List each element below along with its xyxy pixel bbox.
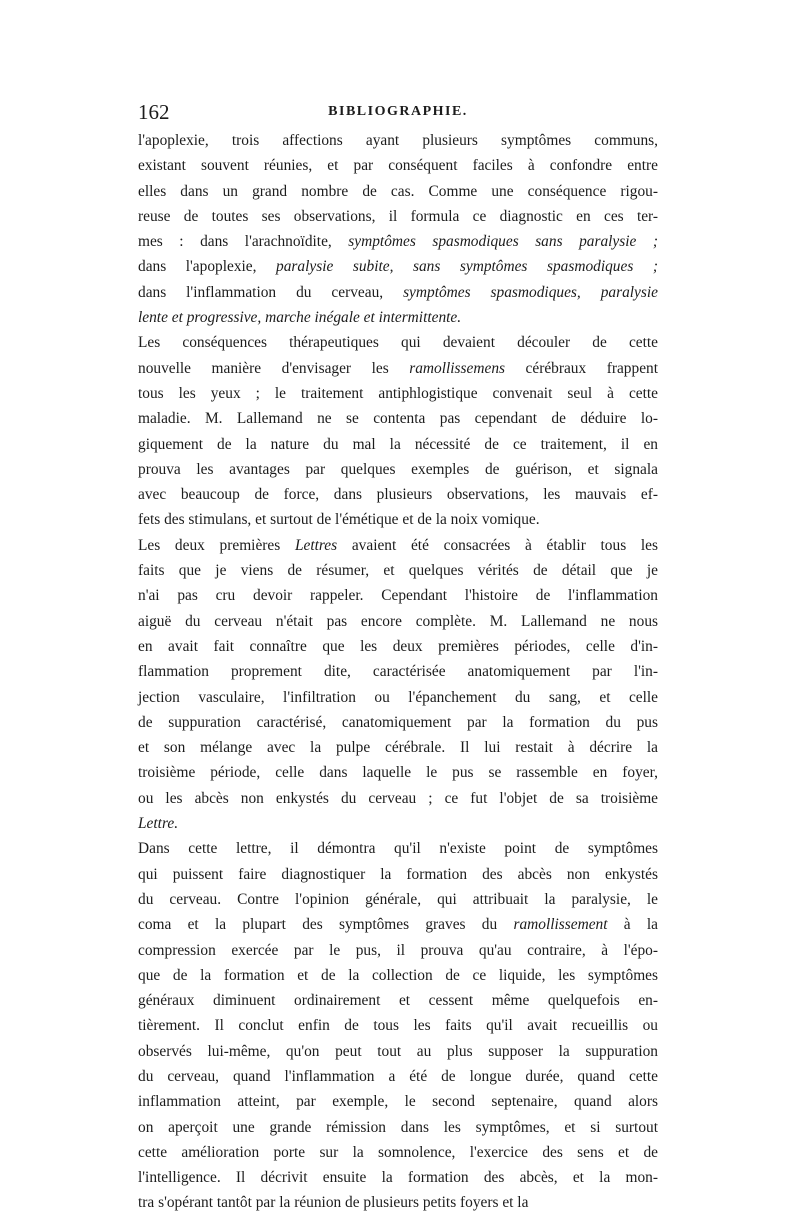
text-segment: maladie. M. Lallemand ne se contenta pas cependant de déduire lo- [138,410,658,428]
text-line [138,482,658,507]
text-segment: cette amélioration porte sur la somnolence, l'exercice des sens et de [138,1143,658,1161]
italic-segment: paralysie subite, sans symptômes spasmodiques ; [276,258,658,276]
text-line [138,507,658,532]
text-line [138,811,658,836]
text-segment: fets des stimulans, et surtout de l'émétique et de la noix vomique. [138,511,540,529]
text-line [138,609,658,634]
text-segment: tièrement. Il conclut enfin de tous les faits qu'il avait recueillis ou [138,1017,658,1035]
italic-segment: symptômes spasmodiques, paralysie [403,283,658,301]
text-line [138,710,658,735]
text-segment: qui puissent faire diagnostiquer la formation des abcès non enkystés [138,865,658,883]
text-segment: l'intelligence. Il décrivit ensuite la formation des abcès, et la mon- [138,1169,658,1187]
italic-segment: lente et progressive, marche inégale et intermittente. [138,309,462,327]
text-line [138,1089,658,1114]
text-segment: dans l'inflammation du cerveau, [138,283,404,301]
text-segment: que de la formation et de la collection de ce liquide, les symptômes [138,966,658,984]
text-line [138,862,658,887]
text-line [138,1165,658,1190]
text-line [138,836,658,861]
text-segment: cérébraux frappent [505,359,659,377]
text-line [138,457,658,482]
text-segment: aiguë du cerveau n'était pas encore complète. M. Lallemand ne nous [138,612,658,630]
text-segment: avec beaucoup de force, dans plusieurs observations, les mauvais ef- [138,486,658,504]
text-segment: du cerveau. Contre l'opinion générale, qui attribuait la paralysie, le [138,890,658,908]
text-segment: avaient été consacrées à établir tous les [337,536,658,554]
text-segment: tous les yeux ; le traitement antiphlogistique convenait seul à cette [138,384,658,402]
text-segment: du cerveau, quand l'inflammation a été de longue durée, quand cette [138,1067,658,1085]
text-line [138,634,658,659]
text-line [138,204,658,229]
text-line [138,1064,658,1089]
text-line [138,533,658,558]
text-segment: coma et la plupart des symptômes graves du [138,916,514,934]
text-segment: prouva les avantages par quelques exemples de guérison, et signala [138,460,658,478]
text-line [138,406,658,431]
text-line [138,963,658,988]
text-segment: l'apoplexie, trois affections ayant plusieurs symptômes communs, [138,132,658,149]
text-line [138,1190,658,1215]
text-segment: faits que je viens de résumer, et quelques vérités de détail que je [138,562,658,580]
text-line [138,760,658,785]
text-segment: elles dans un grand nombre de cas. Comme une conséquence rigou- [138,182,658,200]
text-segment: on aperçoit une grande rémission dans les symptômes, et si surtout [138,1118,658,1136]
text-line [138,432,658,457]
text-segment: n'ai pas cru devoir rappeler. Cependant l'histoire de l'inflammation [138,587,658,605]
text-line [138,128,658,153]
body-text [138,128,658,1216]
text-segment: dans l'apoplexie, [138,258,277,276]
text-line [138,912,658,937]
text-line [138,1140,658,1165]
text-segment: Les conséquences thérapeutiques qui devaient découler de cette [138,334,658,352]
text-line [138,1013,658,1038]
text-segment: à la [607,916,659,934]
text-segment: Dans cette lettre, il démontra qu'il n'existe point de symptômes [138,840,658,858]
italic-segment: symptômes spasmodiques sans paralysie ; [348,233,658,251]
text-segment: Les deux premières [138,536,295,554]
page-number: 162 [138,100,170,124]
italic-segment: ramollissemens [409,359,505,377]
text-line [138,1039,658,1064]
text-segment: flammation proprement dite, caractérisée anatomiquement par l'in- [138,663,658,681]
text-line [138,558,658,583]
text-segment: troisième période, celle dans laquelle le pus se rassemble en foyer, [138,764,658,782]
text-line [138,254,658,279]
text-segment: reuse de toutes ses observations, il formula ce diagnostic en ces ter- [138,207,658,225]
text-line [138,153,658,178]
text-line [138,988,658,1013]
text-line [138,659,658,684]
text-line [138,735,658,760]
text-line [138,305,658,330]
text-line [138,280,658,305]
running-title: BIBLIOGRAPHIE. [328,104,468,119]
text-segment: existant souvent réunies, et par conséquent faciles à confondre entre [138,157,658,175]
text-segment: giquement de la nature du mal la nécessité de ce traitement, il en [138,435,658,453]
text-segment: de suppuration caractérisé, canatomiquement par la formation du pus [138,713,658,731]
text-line [138,786,658,811]
text-segment: mes : dans l'arachnoïdite, [138,233,349,251]
text-line [138,330,658,355]
text-segment: et son mélange avec la pulpe cérébrale. Il lui restait à décrire la [138,739,658,757]
text-segment: tra s'opérant tantôt par la réunion de plusieurs petits foyers et la [138,1194,529,1212]
italic-segment: Lettre. [138,815,179,833]
text-segment: compression exercée par le pus, il prouva qu'au contraire, à l'épo- [138,941,658,959]
text-line [138,887,658,912]
text-segment: observés lui-même, qu'on peut tout au plus supposer la suppuration [138,1042,658,1060]
italic-segment: ramollissement [513,916,608,934]
text-line [138,381,658,406]
page-header [138,100,658,128]
text-line [138,685,658,710]
text-line [138,938,658,963]
text-segment: nouvelle manière d'envisager les [138,359,410,377]
text-line [138,1115,658,1140]
text-line [138,356,658,381]
text-segment: jection vasculaire, l'infiltration ou l'épanchement du sang, et celle [138,688,658,706]
text-segment: en avait fait connaître que les deux premières périodes, celle d'in- [138,637,658,655]
text-line [138,229,658,254]
text-line [138,583,658,608]
italic-segment: Lettres [294,536,338,554]
text-line [138,179,658,204]
text-segment: inflammation atteint, par exemple, le second septenaire, quand alors [138,1093,658,1111]
text-segment: ou les abcès non enkystés du cerveau ; ce fut l'objet de sa troisième [138,789,658,807]
text-segment: généraux diminuent ordinairement et cessent même quelquefois en- [138,992,658,1010]
